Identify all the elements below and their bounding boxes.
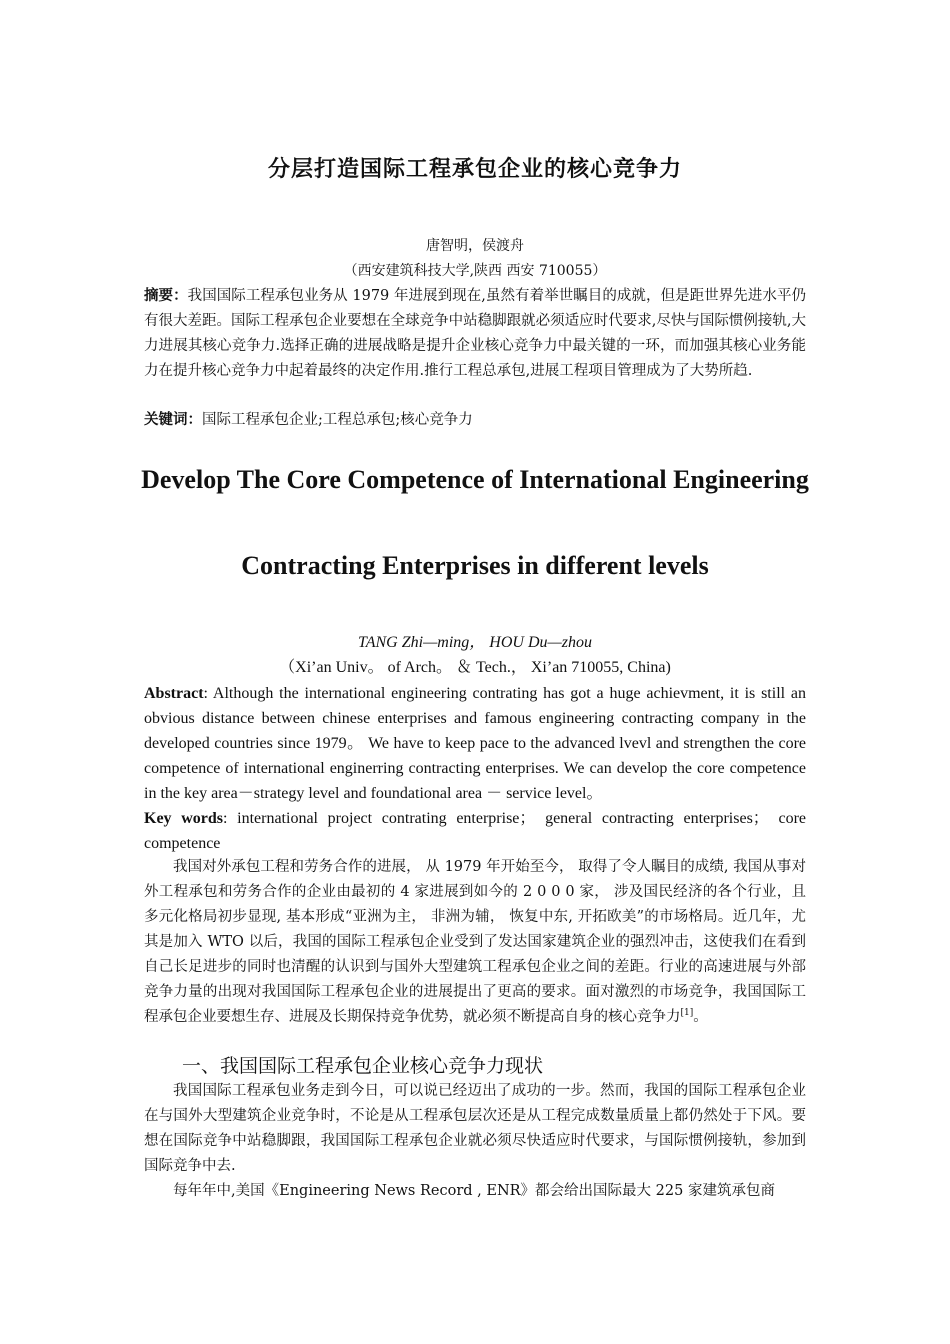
body-paragraph-1-text: 我国对外承包工程和劳务合作的进展， 从 1979 年开始至今， 取得了令人瞩目的成绩, 我国从事对外工程承包和劳务合作的企业由最初的 4 家进展到如今的 2 0 0 0 家， 涉及国民经济的各个行业，且多元化格局初步显现, 基本形成“亚洲为主， 非洲为辅， 恢复中东, 开拓欧美”的市场格局。近几年，尤其是加入 WTO 以后，我国的国际工程承包企业受到了发达国家建筑企业的强烈冲击，这使我们在看到自己长足进步的同时也清醒的认识到与国外大型建筑工程承包企业之间的差距。行业的高速进展与外部竞争力量的出现对我国国际工程承包企业的进展提出了更高的要求。面对激烈的市场竞争，我国国际工程承包企业要想生存、进展及长期保持竞争优势，就必须不断提高自身的核心竞争力 (144, 859, 806, 1025)
chinese-keywords-label: 关键词： (144, 412, 202, 428)
english-title-line-1: Develop The Core Competence of International Engineering (141, 465, 809, 494)
body-paragraph-3: 每年年中,美国《Engineering News Record , ENR》都会给出国际最大 225 家建筑承包商 (173, 1183, 775, 1199)
english-keywords-label: Key words (144, 810, 224, 827)
chinese-title: 分层打造国际工程承包企业的核心竞争力 (267, 157, 682, 182)
section-heading-1: 一、我国国际工程承包企业核心竞争力现状 (182, 1055, 544, 1077)
english-authors: TANG Zhi—ming， HOU Du—zhou (358, 634, 592, 651)
citation-ref: [1] (680, 1008, 694, 1019)
english-abstract (144, 681, 806, 806)
english-affiliation: （Xi’an Univ。 of Arch。 ＆ Tech.， Xi’an 710055, China) (279, 659, 671, 676)
chinese-abstract-label: 摘要： (144, 288, 188, 304)
chinese-affiliation: （西安建筑科技大学,陕西 西安 710055） (343, 263, 607, 279)
english-keywords-text: : international project contrating enterprise； general contracting enterprises； core competence (144, 810, 807, 852)
body-paragraph-1-end: 。 (693, 1009, 708, 1025)
chinese-keywords (144, 408, 806, 433)
chinese-authors: 唐智明，侯渡舟 (426, 238, 524, 254)
english-abstract-text: : Although the international engineering contrating has got a huge achievment, it is still an obvious distance between chinese enterprises and famous engineering contracting company in the developed countries since 1979。 We have to keep pace to the advanced lvevl and strengthen the core competence of international enginerring contracting enterprises. We can develop the core competence in the key area－strategy level and foundational area － service level。 (144, 685, 806, 802)
english-abstract-label: Abstract (144, 685, 204, 702)
chinese-abstract (144, 284, 806, 384)
body-paragraph-1 (144, 855, 806, 1030)
body-paragraph-2: 我国国际工程承包业务走到今日，可以说已经迈出了成功的一步。然而，我国的国际工程承包企业在与国外大型建筑企业竞争时，不论是从工程承包层次还是从工程完成数量质量上都仍然处于下风。要想在国际竞争中站稳脚跟，我国国际工程承包企业就必须尽快适应时代要求，与国际惯例接轨，参加到国际竞争中去. (144, 1083, 806, 1174)
chinese-abstract-text: 我国国际工程承包业务从 1979 年进展到现在,虽然有着举世瞩目的成就，但是距世界先进水平仍有很大差距。国际工程承包企业要想在全球竞争中站稳脚跟就必须适应时代要求,尽快与国际惯例接轨,大力进展其核心竞争力.选择正确的进展战略是提升企业核心竞争力中最关键的一环，而加强其核心业务能力在提升核心竞争力中起着最终的决定作用.推行工程总承包,进展工程项目管理成为了大势所趋. (144, 288, 806, 379)
chinese-keywords-text: 国际工程承包企业;工程总承包;核心竞争力 (202, 412, 473, 428)
english-title-line-2: Contracting Enterprises in different levels (241, 551, 709, 580)
english-keywords (144, 806, 806, 856)
